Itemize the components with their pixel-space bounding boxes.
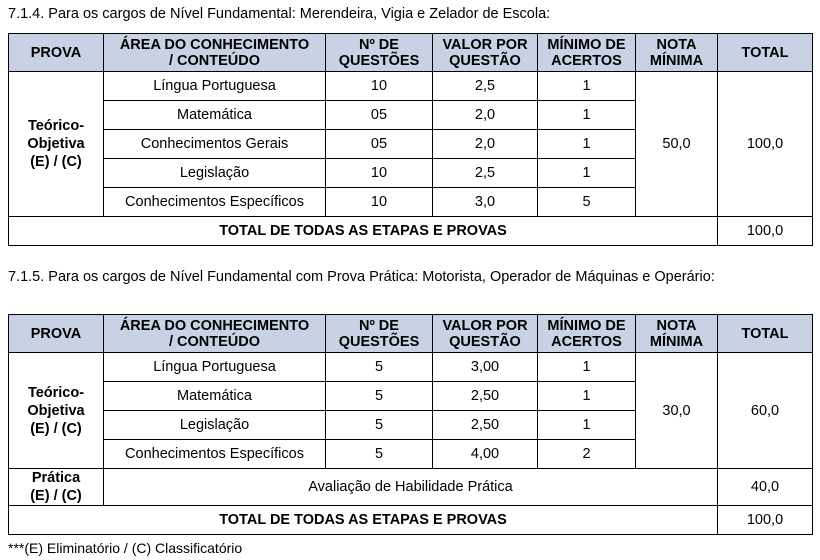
grand-total-value: 100,0: [718, 217, 813, 246]
cell-questoes: 5: [326, 382, 433, 411]
cell-minimo: 1: [538, 411, 636, 440]
cell-valor: 2,5: [433, 159, 538, 188]
header-area: ÁREA DO CONHECIMENTO / CONTEÚDO: [104, 315, 326, 353]
table-nivel-fundamental-pratica: [8, 314, 813, 535]
cell-questoes: 10: [326, 72, 433, 101]
header-area: ÁREA DO CONHECIMENTO / CONTEÚDO: [104, 34, 326, 72]
cell-valor: 2,5: [433, 72, 538, 101]
cell-minimo: 2: [538, 440, 636, 469]
prova-pratica: Prática (E) / (C): [9, 469, 104, 506]
cell-area: Língua Portuguesa: [104, 72, 326, 101]
cell-minimo: 1: [538, 101, 636, 130]
cell-valor: 3,0: [433, 188, 538, 217]
header-prova: PROVA: [9, 34, 104, 72]
cell-questoes: 5: [326, 353, 433, 382]
grand-total-row: [9, 506, 813, 535]
grand-total-label: TOTAL DE TODAS AS ETAPAS E PROVAS: [9, 506, 718, 535]
prova-teorico-objetiva: Teórico- Objetiva (E) / (C): [9, 353, 104, 469]
table-row: [9, 72, 813, 101]
cell-minimo: 1: [538, 72, 636, 101]
header-questoes: Nº DE QUESTÕES: [326, 315, 433, 353]
cell-area: Língua Portuguesa: [104, 353, 326, 382]
header-nota: NOTA MÍNIMA: [636, 34, 718, 72]
pratica-row: [9, 469, 813, 506]
cell-valor: 2,0: [433, 130, 538, 159]
cell-area: Legislação: [104, 159, 326, 188]
cell-minimo: 1: [538, 353, 636, 382]
cell-valor: 2,50: [433, 382, 538, 411]
header-minimo: MÍNIMO DE ACERTOS: [538, 34, 636, 72]
cell-questoes: 05: [326, 130, 433, 159]
cell-area: Matemática: [104, 382, 326, 411]
cell-valor: 3,00: [433, 353, 538, 382]
header-total: TOTAL: [718, 34, 813, 72]
cell-questoes: 10: [326, 188, 433, 217]
header-valor: VALOR POR QUESTÃO: [433, 315, 538, 353]
header-minimo: MÍNIMO DE ACERTOS: [538, 315, 636, 353]
cell-total: 100,0: [718, 72, 813, 217]
cell-area: Legislação: [104, 411, 326, 440]
prova-teorico-objetiva: Teórico- Objetiva (E) / (C): [9, 72, 104, 217]
grand-total-row: [9, 217, 813, 246]
cell-questoes: 5: [326, 440, 433, 469]
table-header-row: [9, 34, 813, 72]
cell-nota-minima: 50,0: [636, 72, 718, 217]
header-valor: VALOR POR QUESTÃO: [433, 34, 538, 72]
section-7-1-4-intro: 7.1.4. Para os cargos de Nível Fundamental: Merendeira, Vigia e Zelador de Escola:: [8, 6, 551, 22]
cell-area: Matemática: [104, 101, 326, 130]
cell-minimo: 1: [538, 159, 636, 188]
table-nivel-fundamental: [8, 33, 813, 246]
cell-area: Conhecimentos Específicos: [104, 440, 326, 469]
table-header-row: [9, 315, 813, 353]
header-total: TOTAL: [718, 315, 813, 353]
header-nota: NOTA MÍNIMA: [636, 315, 718, 353]
cell-minimo: 1: [538, 382, 636, 411]
header-questoes: Nº DE QUESTÕES: [326, 34, 433, 72]
cell-questoes: 10: [326, 159, 433, 188]
cell-questoes: 05: [326, 101, 433, 130]
cell-valor: 2,50: [433, 411, 538, 440]
pratica-total: 40,0: [718, 469, 813, 506]
pratica-description: Avaliação de Habilidade Prática: [104, 469, 718, 506]
cell-total: 60,0: [718, 353, 813, 469]
cell-area: Conhecimentos Específicos: [104, 188, 326, 217]
table-row: [9, 353, 813, 382]
footnote: ***(E) Eliminatório / (C) Classificatório: [8, 540, 243, 556]
cell-valor: 4,00: [433, 440, 538, 469]
grand-total-label: TOTAL DE TODAS AS ETAPAS E PROVAS: [9, 217, 718, 246]
cell-questoes: 5: [326, 411, 433, 440]
header-prova: PROVA: [9, 315, 104, 353]
cell-minimo: 5: [538, 188, 636, 217]
cell-valor: 2,0: [433, 101, 538, 130]
cell-nota-minima: 30,0: [636, 353, 718, 469]
cell-minimo: 1: [538, 130, 636, 159]
grand-total-value: 100,0: [718, 506, 813, 535]
cell-area: Conhecimentos Gerais: [104, 130, 326, 159]
section-7-1-5-intro: 7.1.5. Para os cargos de Nível Fundamental com Prova Prática: Motorista, Operador de Máquinas e Operário:: [8, 269, 715, 285]
